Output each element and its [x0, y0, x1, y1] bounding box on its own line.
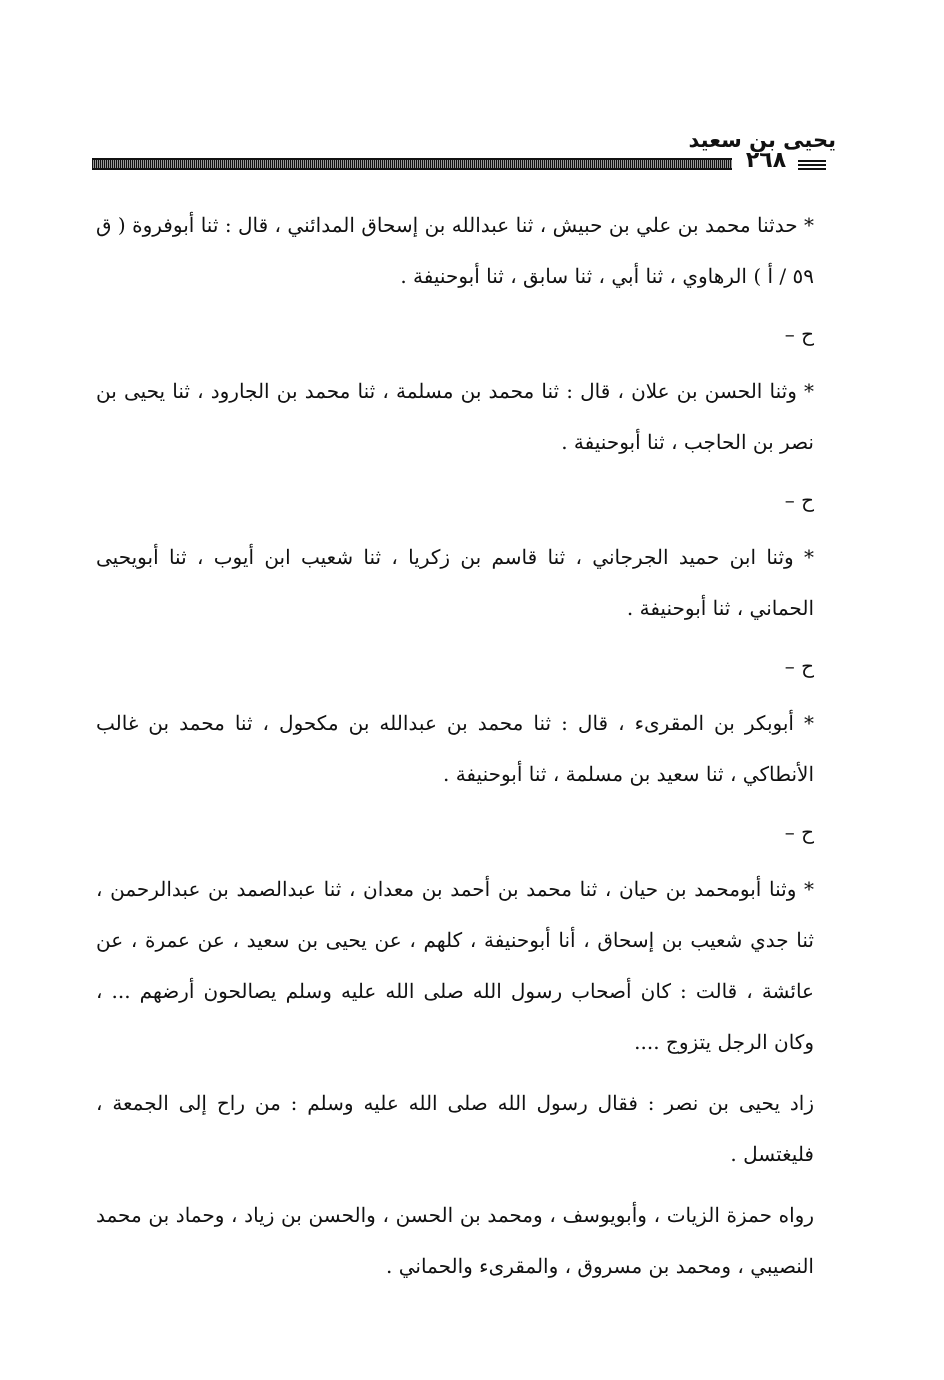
paragraph-6: زاد يحيى بن نصر : فقال رسول الله صلى الله عليه وسلم : من راح إلى الجمعة ، فليغتسل .: [96, 1091, 814, 1166]
spacer: [96, 1180, 814, 1190]
separator-2: ح –: [784, 488, 814, 512]
header-rule-end: [798, 158, 826, 170]
paragraph-5: * وثنا أبومحمد بن حيان ، ثنا محمد بن أحمد بن معدان ، ثنا عبدالصمد بن عبدالرحمن ، ثنا جدي شعيب بن إسحاق ، أنا أبوحنيفة ، كلهم ، عن يحيى بن سعيد ، عن عمرة ، عن عائشة ، قالت : كان أصحاب رسول الله صلى الله عليه وسلم يصالحون أرضهم ... ، وكان الرجل يتزوج ....: [96, 877, 814, 1054]
page-number: ٢٦٨: [745, 148, 787, 173]
paragraph-1: * حدثنا محمد بن علي بن حبيش ، ثنا عبدالله بن إسحاق المدائني ، قال : ثنا أبوفروة ( ق ٥٩ / أ ) الرهاوي ، ثنا أبي ، ثنا سابق ، ثنا أبوحنيفة .: [96, 213, 814, 288]
paragraph-4: * أبوبكر بن المقرىء ، قال : ثنا محمد بن عبدالله بن مكحول ، ثنا محمد بن غالب الأنطاكي ، ثنا سعيد بن مسلمة ، ثنا أبوحنيفة .: [96, 711, 814, 786]
running-title: يحيى بن سعيد: [688, 128, 836, 152]
separator-1: ح –: [784, 322, 814, 346]
separator-4: ح –: [784, 820, 814, 844]
header-rule: [92, 158, 732, 170]
separator-3: ح –: [784, 654, 814, 678]
paragraph-2: * وثنا الحسن بن علان ، قال : ثنا محمد بن مسلمة ، ثنا محمد بن الجارود ، ثنا يحيى بن نصر بن الحاجب ، ثنا أبوحنيفة .: [96, 379, 815, 454]
spacer: [96, 1068, 814, 1078]
page-body: [96, 200, 814, 1292]
paragraph-3: * وثنا ابن حميد الجرجاني ، ثنا قاسم بن زكريا ، ثنا شعيب ابن أيوب ، ثنا أبويحيى الحماني ، ثنا أبوحنيفة .: [96, 545, 814, 620]
paragraph-7: رواه حمزة الزيات ، وأبويوسف ، ومحمد بن الحسن ، والحسن بن زياد ، وحماد بن محمد النصيبي ، ومحمد بن مسروق ، والمقرىء والحماني .: [96, 1203, 814, 1278]
